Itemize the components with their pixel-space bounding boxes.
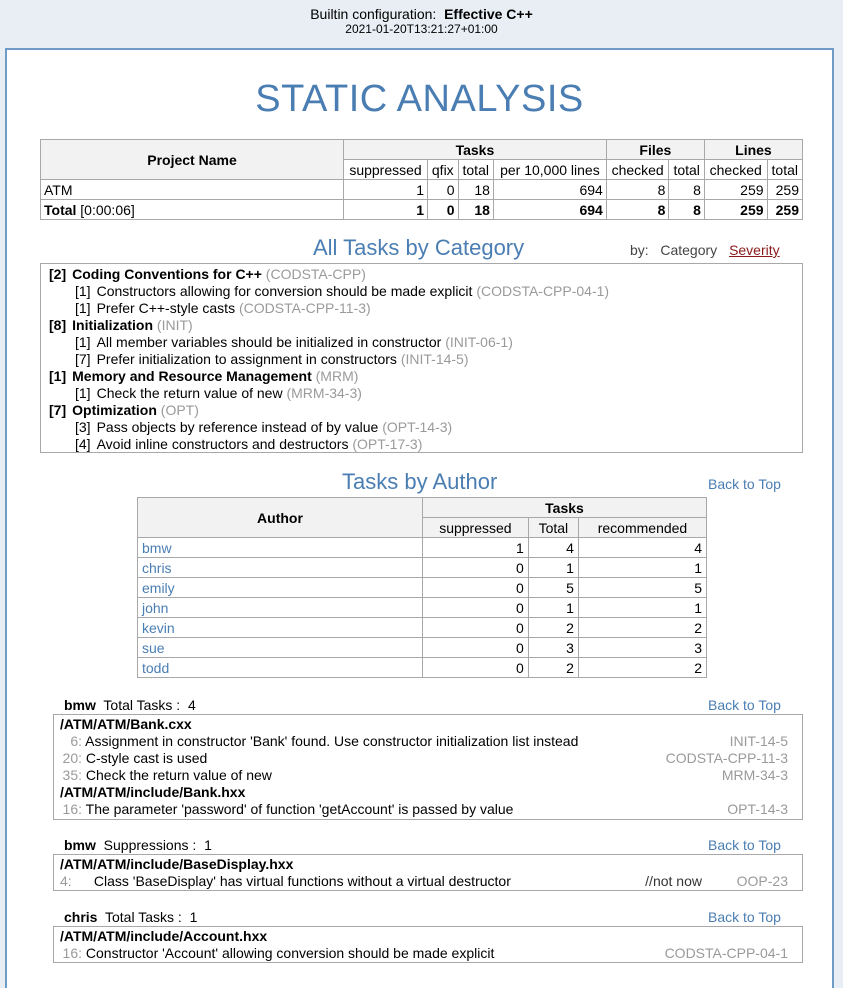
category-code: (MRM) (315, 368, 359, 384)
sort-by (630, 242, 780, 258)
group-label (64, 697, 196, 713)
task-item[interactable] (60, 750, 788, 767)
category-list (40, 263, 803, 453)
cell-lines-checked: 259 (704, 180, 767, 200)
group-label-text: Suppressions : (103, 837, 197, 853)
cell-recommended: 5 (578, 578, 706, 598)
category-heading: All Tasks by Category (313, 235, 525, 260)
config-name: Effective C++ (444, 6, 533, 22)
report-header (0, 0, 843, 42)
total-duration: [0:00:06] (80, 201, 135, 218)
rule-code: (INIT-06-1) (445, 334, 513, 350)
rule-code: (OPT-14-3) (382, 419, 453, 435)
category-code: (OPT) (160, 402, 199, 418)
category-row (49, 317, 802, 334)
config-label: Builtin configuration: (310, 6, 437, 22)
total-row (41, 200, 803, 220)
group-label-text: Total Tasks : (103, 697, 181, 713)
page-title: STATIC ANALYSIS (255, 78, 584, 120)
author-link[interactable]: sue (138, 638, 423, 658)
category-row (49, 402, 802, 419)
col-recommended: recommended (578, 518, 706, 538)
cell-suppressed: 0 (423, 558, 529, 578)
cell-files-total: 8 (669, 180, 704, 200)
cell-total: 1 (528, 558, 578, 578)
col-qfix: qfix (428, 160, 458, 180)
cell-suppressed: 1 (344, 200, 428, 220)
cell-suppressed: 0 (423, 618, 529, 638)
rule-row (49, 283, 802, 300)
author-link[interactable]: john (138, 598, 423, 618)
task-text: Check the return value of new (85, 767, 272, 783)
rule-count: [3] (75, 419, 91, 435)
line-number: 20: (62, 750, 82, 766)
rule-row (49, 419, 802, 436)
rule-text: Prefer initialization to assignment in constructors (96, 351, 397, 367)
rule-text: Avoid inline constructors and destructors (96, 436, 349, 452)
cell-per10k: 694 (493, 200, 606, 220)
category-count: [8] (49, 317, 67, 333)
group-label-text: Total Tasks : (105, 909, 182, 925)
rule-code: (CODSTA-CPP-04-1) (476, 283, 610, 299)
col-files-checked: checked (606, 160, 669, 180)
rule-code: (OPT-17-3) (352, 436, 423, 452)
table-row (138, 578, 707, 598)
file-path: /ATM/ATM/include/BaseDisplay.hxx (60, 856, 294, 872)
rule-count: [7] (75, 351, 91, 367)
group-label (64, 909, 197, 925)
category-name: Coding Conventions for C++ (72, 266, 262, 282)
rule-text: All member variables should be initialized in constructor (96, 334, 442, 350)
cell-recommended: 1 (578, 598, 706, 618)
col-suppressed: suppressed (423, 518, 529, 538)
cell-suppressed: 1 (423, 538, 529, 558)
group-value: 4 (187, 697, 196, 713)
category-name: Memory and Resource Management (72, 368, 312, 384)
task-text: Class 'BaseDisplay' has virtual functions without a virtual destructor (93, 873, 511, 889)
cell-files-checked: 8 (606, 180, 669, 200)
rule-row (49, 334, 802, 351)
rule-row (49, 436, 802, 453)
category-code: (INIT) (156, 317, 193, 333)
author-link[interactable]: kevin (138, 618, 423, 638)
rule-count: [1] (75, 334, 91, 350)
author-table (137, 497, 707, 678)
task-text: Constructor 'Account' allowing conversion should be made explicit (85, 945, 495, 961)
task-list (53, 714, 803, 820)
rule-text: Prefer C++-style casts (96, 300, 236, 316)
group-label (64, 837, 212, 853)
rule-code: (MRM-34-3) (286, 385, 362, 401)
col-author: Author (138, 498, 423, 538)
cell-files-total: 8 (669, 200, 704, 220)
cell-total: 4 (528, 538, 578, 558)
cell-total: 2 (528, 618, 578, 638)
rule-id: CODSTA-CPP-11-3 (665, 750, 788, 766)
rule-code: (INIT-14-5) (400, 351, 469, 367)
cell-recommended: 3 (578, 638, 706, 658)
col-lines-checked: checked (704, 160, 767, 180)
category-name: Optimization (72, 402, 157, 418)
cell-recommended: 1 (578, 558, 706, 578)
back-to-top-link[interactable]: Back to Top (708, 909, 781, 925)
cell-suppressed: 0 (423, 638, 529, 658)
back-to-top-link[interactable]: Back to Top (708, 476, 781, 492)
task-item[interactable] (60, 945, 788, 962)
cell-total: 18 (458, 200, 493, 220)
cell-qfix: 0 (428, 200, 458, 220)
cell-suppressed: 0 (423, 658, 529, 678)
cell-suppressed: 0 (423, 578, 529, 598)
back-to-top-link[interactable]: Back to Top (708, 837, 781, 853)
table-row (41, 180, 803, 200)
total-text: Total (44, 201, 77, 218)
table-row (138, 638, 707, 658)
cell-total: 2 (528, 658, 578, 678)
rule-row (49, 385, 802, 402)
col-files: Files (606, 140, 704, 160)
line-number: 16: (62, 945, 82, 961)
category-count: [1] (49, 368, 67, 384)
cell-total: 3 (528, 638, 578, 658)
group-author: bmw (64, 697, 96, 713)
rule-row (49, 300, 802, 317)
cell-lines-checked: 259 (704, 200, 767, 220)
back-to-top-link[interactable]: Back to Top (708, 697, 781, 713)
col-total: Total (528, 518, 578, 538)
group-value: 1 (189, 909, 198, 925)
rule-text: Constructors allowing for conversion should be made explicit (96, 283, 473, 299)
cell-recommended: 2 (578, 658, 706, 678)
category-row (49, 266, 802, 283)
suppression-item[interactable] (60, 873, 788, 890)
rule-id: OPT-14-3 (727, 801, 788, 817)
line-number: 4: (60, 873, 72, 889)
col-tasks: Tasks (423, 498, 707, 518)
cell-recommended: 2 (578, 618, 706, 638)
rule-text: Check the return value of new (96, 385, 283, 401)
sort-by-severity-link[interactable]: Severity (729, 242, 780, 258)
rule-row (49, 351, 802, 368)
line-number: 35: (62, 767, 82, 783)
cell-recommended: 4 (578, 538, 706, 558)
task-item[interactable] (60, 767, 788, 784)
rule-count: [4] (75, 436, 91, 452)
rule-id: CODSTA-CPP-04-1 (664, 945, 788, 961)
task-text: The parameter 'password' of function 'getAccount' is passed by value (85, 801, 514, 817)
rule-count: [1] (75, 385, 91, 401)
rule-id: OOP-23 (736, 873, 788, 889)
author-heading: Tasks by Author (342, 469, 498, 494)
col-per10k: per 10,000 lines (493, 160, 606, 180)
author-link[interactable]: emily (138, 578, 423, 598)
category-row (49, 368, 802, 385)
suppression-comment: //not now (645, 873, 702, 889)
summary-table (40, 139, 803, 220)
cell-total: 1 (528, 598, 578, 618)
group-author: chris (64, 909, 98, 925)
cell-qfix: 0 (428, 180, 458, 200)
group-value: 1 (204, 837, 212, 853)
cell-total: 18 (458, 180, 493, 200)
rule-code: (CODSTA-CPP-11-3) (238, 300, 371, 316)
group-author: bmw (64, 837, 96, 853)
file-path: /ATM/ATM/Bank.cxx (60, 716, 192, 732)
task-text: Assignment in constructor 'Bank' found. Use constructor initialization list instead (85, 733, 579, 749)
author-link[interactable]: chris (138, 558, 423, 578)
rule-id: INIT-14-5 (729, 733, 788, 749)
rule-count: [1] (75, 283, 91, 299)
line-number: 16: (62, 801, 82, 817)
cell-total: 5 (528, 578, 578, 598)
line-number: 6: (70, 733, 82, 749)
col-lines-total: total (767, 160, 802, 180)
rule-count: [1] (75, 300, 91, 316)
cell-lines-total: 259 (767, 180, 802, 200)
report-timestamp: 2021-01-20T13:21:27+01:00 (345, 22, 498, 36)
total-label (41, 200, 344, 220)
table-row (138, 658, 707, 678)
col-files-total: total (669, 160, 704, 180)
col-lines: Lines (704, 140, 802, 160)
suppression-list (53, 854, 803, 891)
file-path: /ATM/ATM/include/Bank.hxx (60, 784, 246, 800)
rule-text: Pass objects by reference instead of by value (96, 419, 379, 435)
col-suppressed: suppressed (344, 160, 428, 180)
project-name: ATM (41, 180, 344, 200)
task-list (53, 926, 803, 963)
table-row (138, 558, 707, 578)
file-path: /ATM/ATM/include/Account.hxx (60, 928, 268, 944)
cell-per10k: 694 (493, 180, 606, 200)
table-row (138, 598, 707, 618)
author-link[interactable]: todd (138, 658, 423, 678)
col-total: total (458, 160, 493, 180)
cell-files-checked: 8 (606, 200, 669, 220)
report-panel (5, 48, 834, 988)
cell-suppressed: 0 (423, 598, 529, 618)
category-count: [2] (49, 266, 67, 282)
category-count: [7] (49, 402, 67, 418)
cell-suppressed: 1 (344, 180, 428, 200)
table-row (138, 538, 707, 558)
task-text: C-style cast is used (85, 750, 208, 766)
cell-lines-total: 259 (767, 200, 802, 220)
sort-by-category: Category (660, 242, 718, 258)
col-project-name: Project Name (41, 140, 344, 180)
task-item[interactable] (60, 733, 788, 750)
table-row (138, 618, 707, 638)
sort-by-label: by: (630, 242, 649, 258)
rule-id: MRM-34-3 (721, 767, 788, 783)
col-tasks: Tasks (344, 140, 607, 160)
task-item[interactable] (60, 801, 788, 818)
category-name: Initialization (72, 317, 154, 333)
category-code: (CODSTA-CPP) (265, 266, 366, 282)
author-link[interactable]: bmw (138, 538, 423, 558)
